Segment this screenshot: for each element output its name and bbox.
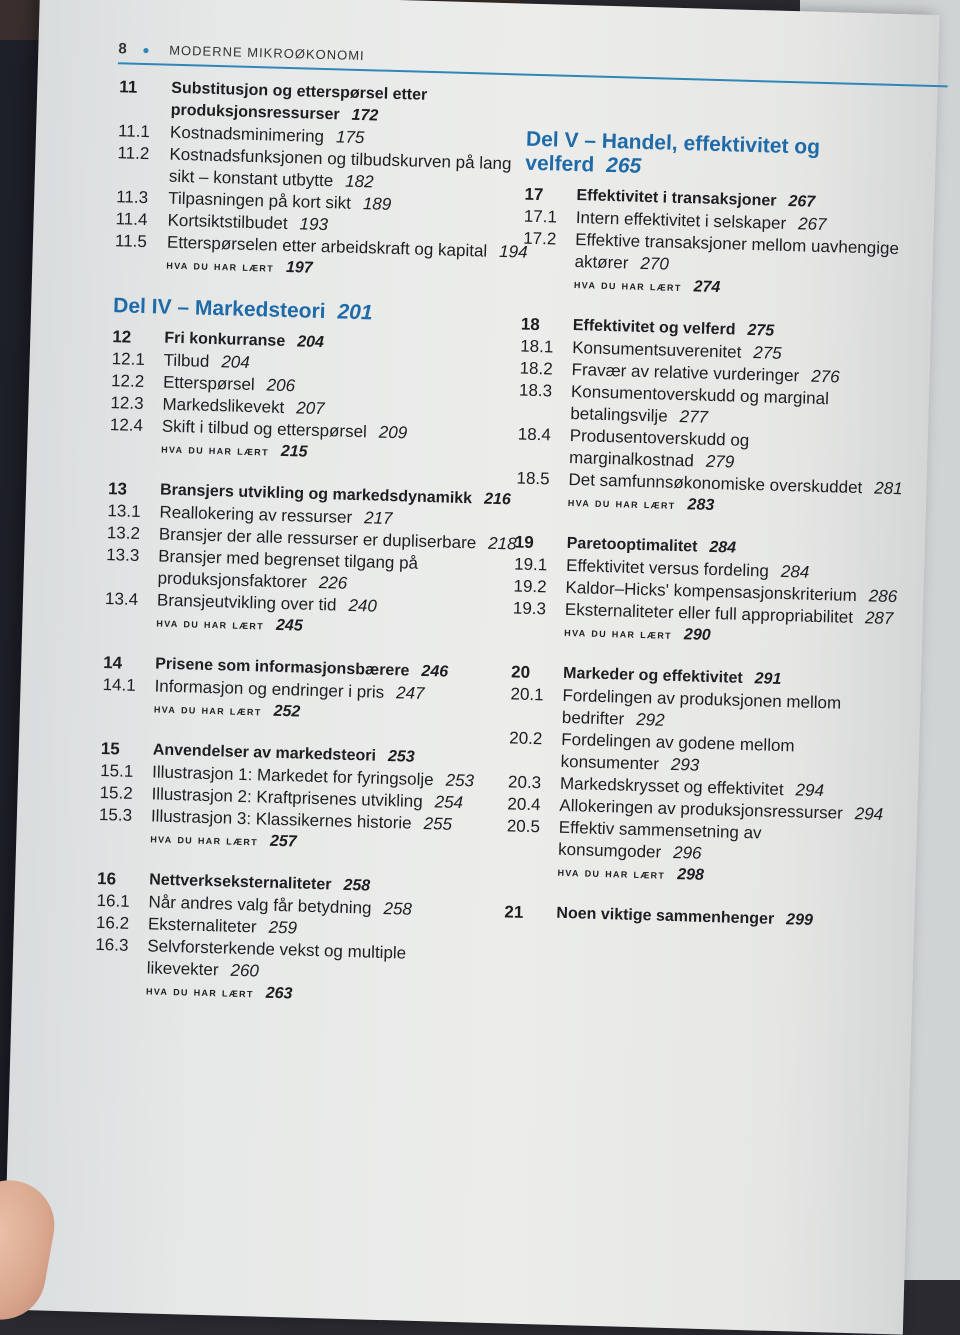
page-ref: 259: [268, 917, 298, 938]
section-title: Reallokering av ressurser: [159, 502, 353, 527]
section-title: Informasjon og endringer i pris: [154, 676, 385, 702]
chapter-number: 20: [510, 662, 531, 682]
section-title: Etterspørsel: [162, 372, 255, 395]
page-ref: 277: [679, 407, 709, 427]
page-ref: 274: [693, 278, 721, 297]
page-ref: 293: [670, 754, 700, 775]
section-title: Allokeringen av produksjonsressurser: [559, 795, 844, 823]
section-title: Skift i tilbud og etterspørsel: [161, 416, 368, 442]
section-title: Intern effektivitet i selskaper: [575, 208, 787, 233]
section-number: 11.4: [115, 209, 148, 230]
section-title: Markedskrysset og effektivitet: [559, 773, 784, 800]
page-ref: 258: [383, 898, 413, 919]
section-number: 19.3: [512, 598, 547, 619]
section-number: 13.4: [104, 589, 139, 609]
page-ref: 207: [296, 398, 325, 419]
section-title: Fordelingen av produksjonen mellom bedrifter: [561, 685, 842, 729]
section-number: 20.4: [507, 794, 541, 815]
summary-label: hva du har lært: [557, 863, 666, 882]
summary-label: hva du har lært: [156, 614, 265, 633]
summary-label: hva du har lært: [153, 700, 262, 719]
page-ref: 263: [265, 984, 293, 1003]
spacer-num: [516, 489, 569, 512]
page-ref: 245: [275, 616, 303, 635]
section-title: Eksternaliteter eller full appropriabilitet: [564, 599, 854, 627]
spacer-num: [94, 978, 147, 1001]
section-number: 16.3: [95, 934, 129, 955]
chapter-title: Substitusjon og etterspørsel etter produksjonsressurser: [170, 79, 428, 124]
section-number: 17.1: [523, 206, 558, 227]
chapter-title: Bransjers utvikling og markedsdynamikk: [159, 481, 473, 508]
summary-label: hva du har lært: [166, 256, 275, 275]
page-ref: 267: [788, 192, 816, 211]
section-title: Bransjer med begrenset tilgang på produksjonsfaktorer: [157, 546, 419, 592]
section-number: 13.1: [107, 501, 141, 522]
spacer-num: [104, 610, 157, 633]
section-title: Kortsiktstilbudet: [167, 210, 288, 234]
section-number: 18.4: [517, 424, 552, 445]
chapter-title: Markeder og effektivitet: [562, 664, 743, 687]
page-ref: 255: [423, 814, 453, 834]
page-ref: 294: [795, 780, 825, 801]
section-title: Illustrasjon 1: Markedet for fyringsolje: [151, 762, 434, 790]
page-ref: 265: [605, 153, 642, 178]
page-ref: 193: [299, 214, 329, 235]
page-ref: 276: [810, 366, 840, 387]
chapter-title: Prisene som informasjonsbærere: [154, 655, 410, 680]
page-ref: 216: [483, 490, 512, 509]
section-number: 12.3: [110, 393, 144, 414]
chapter-number: 16: [96, 868, 117, 889]
chapter-title: Noen viktige sammenhenger: [556, 904, 775, 928]
section-title: Illustrasjon 3: Klassikernes historie: [150, 806, 412, 833]
section-number: 11.1: [117, 121, 151, 142]
page-ref: 253: [445, 770, 475, 791]
section-number: 18.3: [518, 380, 553, 401]
spacer-num: [512, 619, 565, 642]
running-title: MODERNE MIKROØKONOMI: [169, 42, 365, 64]
spacer-num: [522, 272, 575, 295]
page-ref: 292: [635, 709, 665, 730]
section-number: 19.2: [513, 576, 547, 597]
summary-label: hva du har lært: [150, 830, 259, 849]
section-number: 12.4: [109, 415, 144, 436]
toc-right-column: [504, 128, 926, 935]
section-title: Eksternaliteter: [147, 914, 257, 937]
page-ref: 294: [854, 804, 884, 824]
summary-label: hva du har lært: [573, 276, 682, 295]
summary-label: hva du har lært: [564, 623, 673, 642]
section-number: 18.1: [519, 336, 554, 357]
page-ref: 189: [362, 194, 392, 214]
page-ref: 204: [296, 333, 325, 352]
page-ref: 215: [280, 442, 308, 461]
page-ref: 283: [687, 496, 715, 515]
page-ref: 267: [797, 214, 827, 235]
section-number: 14.1: [102, 675, 136, 695]
chapter-number: 17: [524, 184, 544, 205]
chapter-number: 13: [107, 479, 128, 499]
page-ref: 279: [705, 451, 735, 472]
section-number: 20.2: [509, 728, 543, 749]
page-ref: 275: [747, 321, 775, 340]
section-number: 11.3: [115, 187, 149, 208]
chapter-number: 19: [514, 532, 534, 552]
section-title: Fravær av relative vurderinger: [571, 359, 800, 386]
section-title: Effektiv sammensetning av konsumgoder: [557, 817, 762, 862]
page-ref: 284: [780, 561, 810, 582]
chapter-number: 12: [112, 327, 132, 347]
page-ref: 194: [498, 241, 528, 262]
section-number: 15.3: [98, 804, 133, 825]
page-ref: 182: [344, 171, 374, 192]
section-number: 11.2: [117, 143, 150, 164]
page-ref: 201: [337, 300, 373, 325]
page-ref: 296: [672, 843, 702, 863]
page-ref: 252: [273, 702, 301, 721]
part-title: Del IV – Markedsteori: [112, 294, 326, 324]
section-number: 12.1: [111, 349, 146, 370]
chapter-number: 21: [504, 902, 524, 922]
page-ref: 290: [683, 626, 711, 644]
page-ref: 291: [754, 670, 782, 688]
page-ref: 257: [269, 832, 297, 851]
section-number: 13.3: [105, 545, 140, 565]
bullet-icon: ●: [142, 42, 151, 58]
book-page: [3, 0, 940, 1335]
section-number: 17.2: [522, 228, 557, 249]
section-number: 12.2: [110, 371, 145, 392]
page-ref: 258: [343, 876, 371, 895]
page-ref: 298: [676, 866, 705, 884]
section-title: Effektive transaksjoner mellom uavhengige aktører: [574, 230, 900, 273]
page-ref: 246: [421, 662, 449, 681]
summary-label: hva du har lært: [145, 982, 254, 1001]
section-number: 19.1: [513, 554, 548, 575]
section-title: Kaldor–Hicks' kompensasjonskriterium: [565, 577, 858, 606]
spacer-num: [98, 826, 151, 849]
page-ref: 284: [709, 538, 737, 557]
page-ref: 253: [387, 748, 415, 766]
section-title: Konsumentoverskudd og marginal betalingsvilje: [570, 381, 830, 426]
section-number: 11.5: [114, 231, 148, 252]
section-title: Markedslikevekt: [162, 394, 285, 417]
section-title: Fordelingen av godene mellom konsumenter: [560, 729, 795, 774]
chapter-title: Effektivitet i transaksjoner: [576, 187, 777, 210]
section-number: 13.2: [106, 523, 141, 543]
chapter-number: 14: [102, 653, 123, 673]
section-title: Tilbud: [163, 350, 210, 371]
page-ref: 270: [640, 253, 670, 274]
page-ref: 240: [348, 595, 378, 616]
section-title: Tilpasningen på kort sikt: [167, 188, 352, 213]
chapter-title: Nettverkseksternaliteter: [148, 871, 332, 894]
spacer-num: [114, 252, 167, 275]
page-ref: 209: [378, 422, 408, 443]
page-ref: 275: [753, 343, 782, 363]
page-ref: 206: [266, 375, 296, 396]
chapter-title: Effektivitet og velferd: [572, 317, 736, 339]
page-ref: 281: [874, 478, 903, 499]
section-title: Konsumentsuverenitet: [571, 338, 742, 362]
section-number: 20.1: [510, 684, 544, 705]
section-title: Når andres valg får betydning: [148, 892, 372, 918]
spacer-num: [109, 436, 162, 459]
section-title: Produsentoverskudd og marginalkostnad: [568, 425, 750, 471]
section-number: 16.2: [95, 912, 130, 933]
page-ref: 260: [230, 960, 260, 981]
section-title: Selvforsterkende vekst og multiple likevekter: [146, 936, 407, 980]
page-ref: 226: [318, 573, 348, 593]
chapter-number: 15: [100, 738, 121, 759]
page-ref: 254: [434, 792, 464, 813]
page-ref: 204: [221, 352, 250, 372]
chapter-title: Paretooptimalitet: [566, 534, 698, 556]
summary-label: hva du har lært: [161, 440, 270, 459]
chapter-number: 11: [119, 77, 138, 97]
page-ref: 299: [785, 911, 814, 929]
part-title: Del V – Handel, effektivitet og velferd: [525, 127, 821, 177]
section-number: 20.5: [506, 816, 541, 837]
section-title: Bransjer der alle ressurser er dupliserbare: [158, 524, 477, 553]
spacer-num: [505, 859, 558, 882]
section-title: Illustrasjon 2: Kraftprisenes utvikling: [151, 784, 423, 811]
page-ref: 172: [351, 106, 379, 125]
page-ref: 197: [285, 258, 313, 277]
page-ref: 218: [487, 533, 517, 554]
page-ref: 287: [864, 608, 894, 629]
chapter-title: Fri konkurranse: [164, 329, 286, 350]
section-title: Det samfunnsøkonomiske overskuddet: [568, 469, 863, 498]
section-title: Bransjeutvikling over tid: [156, 590, 337, 615]
section-title: Kostnadsfunksjonen og tilbudskurven på lang sikt – konstant utbytte: [168, 144, 512, 191]
page-number: 8: [118, 40, 128, 58]
section-number: 18.5: [516, 468, 550, 489]
page-ref: 286: [868, 586, 898, 607]
section-number: 20.3: [507, 772, 542, 793]
page-ref: 217: [363, 508, 393, 529]
section-title: Effektivitet versus fordeling: [565, 555, 770, 581]
section-number: 15.2: [99, 782, 133, 803]
page-ref: 247: [395, 683, 425, 704]
page-ref: 175: [335, 127, 365, 148]
section-title: Kostnadsminimering: [169, 122, 325, 146]
chapter-number: 18: [520, 314, 541, 335]
summary-label: hva du har lært: [567, 493, 676, 512]
section-number: 15.1: [99, 760, 134, 781]
spacer-num: [102, 696, 155, 719]
toc-left-column: [94, 76, 540, 1011]
section-title: Etterspørselen etter arbeidskraft og kapital: [166, 232, 488, 261]
section-number: 16.1: [96, 890, 130, 911]
chapter-title: Anvendelser av markedsteori: [152, 741, 377, 765]
section-number: 18.2: [519, 358, 553, 379]
